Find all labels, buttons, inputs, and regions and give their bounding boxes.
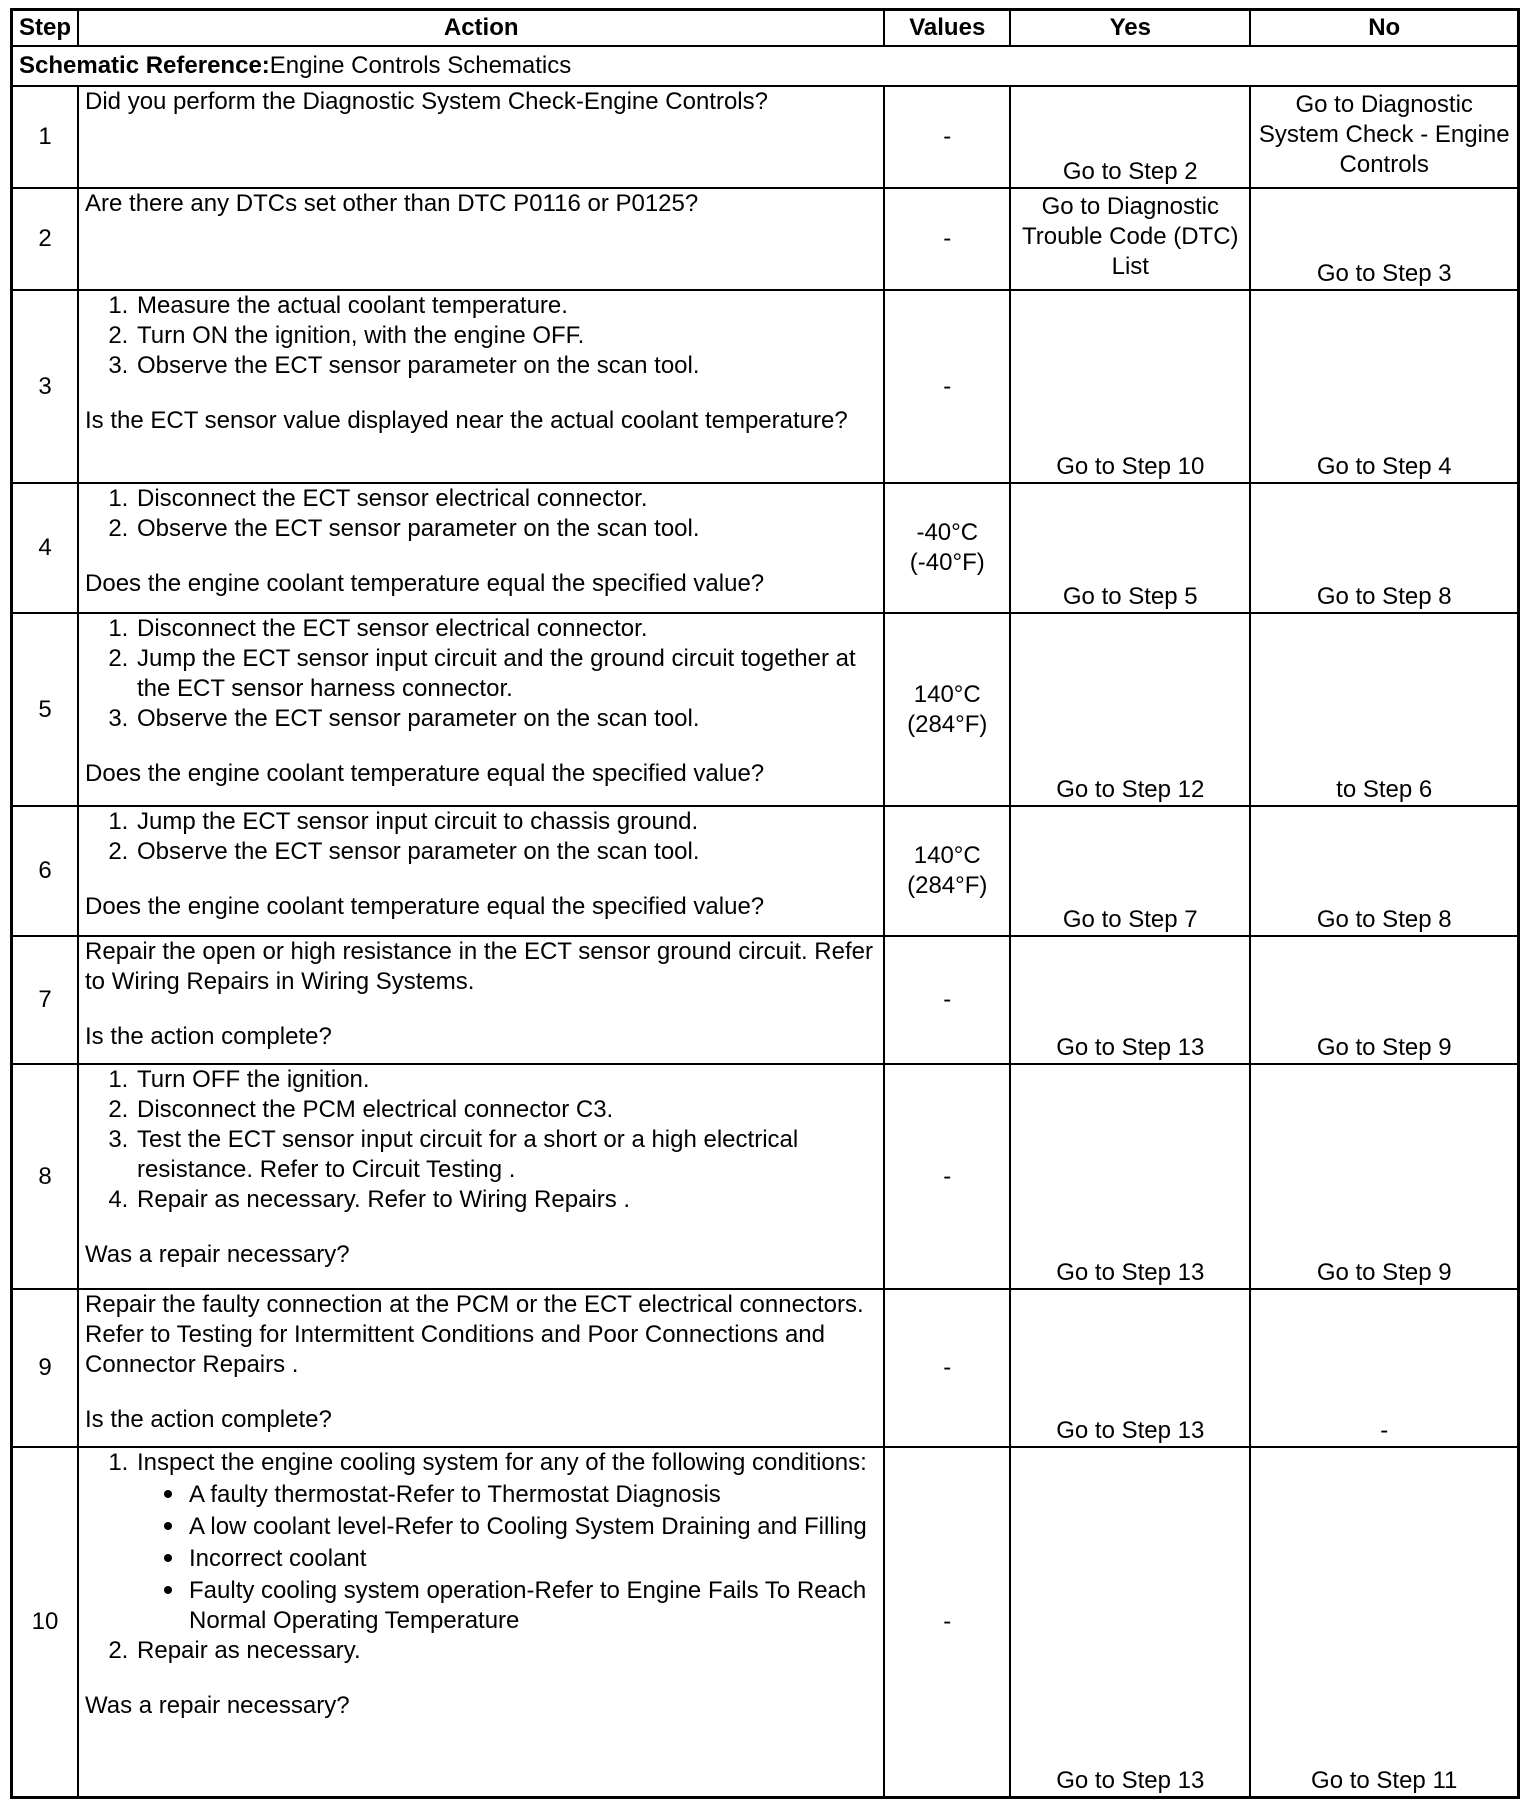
no-link[interactable]: Go to Diagnostic System Check - Engine Controls (1250, 86, 1518, 188)
list-item: 2. Jump the ECT sensor input circuit and the ground circuit together at the ECT sensor harness connector. (135, 644, 877, 704)
list-item: 2. Observe the ECT sensor parameter on the scan tool. (135, 837, 877, 867)
procedure-list (85, 614, 877, 734)
step-number: 9 (12, 1289, 79, 1447)
procedure-list (85, 291, 877, 381)
action-text: Did you perform the Diagnostic System Check-Engine Controls? (85, 88, 768, 115)
header-yes: Yes (1010, 10, 1250, 47)
question-text: Is the ECT sensor value displayed near the actual coolant temperature? (85, 407, 848, 434)
table-row (12, 1289, 1519, 1447)
question-text: Was a repair necessary? (85, 1241, 350, 1268)
table-row (12, 86, 1519, 188)
value-cell: - (884, 290, 1010, 483)
value-cell: - (884, 188, 1010, 290)
schematic-link[interactable]: Engine Controls Schematics (269, 52, 572, 79)
value-fahrenheit: (284°F) (907, 710, 988, 738)
schematic-row (12, 46, 1519, 86)
action-cell (78, 1447, 884, 1797)
value-cell: - (884, 86, 1010, 188)
yes-link[interactable]: Go to Step 10 (1010, 290, 1250, 483)
procedure-list (85, 1448, 877, 1666)
table-row (12, 806, 1519, 936)
yes-link[interactable]: Go to Step 13 (1010, 1289, 1250, 1447)
condition-item: • Faulty cooling system operation-Refer to Engine Fails To Reach Normal Operating Temperature (187, 1574, 877, 1636)
yes-link[interactable]: Go to Diagnostic Trouble Code (DTC) List (1010, 188, 1250, 290)
action-cell (78, 936, 884, 1064)
no-link[interactable]: to Step 6 (1250, 613, 1518, 806)
value-celsius: 140°C (913, 842, 981, 869)
table-row (12, 188, 1519, 290)
no-link[interactable]: Go to Step 11 (1250, 1447, 1518, 1797)
list-item: 2. Turn ON the ignition, with the engine OFF. (135, 321, 877, 351)
action-cell (78, 290, 884, 483)
value-fahrenheit: (-40°F) (909, 549, 985, 576)
yes-link[interactable]: Go to Step 5 (1010, 483, 1250, 613)
no-link[interactable]: Go to Step 8 (1250, 483, 1518, 613)
question-text: Does the engine coolant temperature equal the specified value? (85, 570, 765, 597)
value-celsius: -40°C (916, 519, 979, 546)
header-step: Step (12, 10, 79, 47)
step-number: 5 (12, 613, 79, 806)
condition-item: • Incorrect coolant (187, 1542, 877, 1574)
question-text: Was a repair necessary? (85, 1692, 350, 1719)
yes-link[interactable]: Go to Step 2 (1010, 86, 1250, 188)
action-cell (78, 86, 884, 188)
action-cell (78, 188, 884, 290)
value-cell: - (884, 1447, 1010, 1797)
procedure-list (85, 484, 877, 544)
condition-item: • A faulty thermostat-Refer to Thermostat Diagnosis (187, 1478, 877, 1510)
action-cell (78, 483, 884, 613)
step-number: 7 (12, 936, 79, 1064)
procedure-list (85, 807, 877, 867)
list-item: 2. Observe the ECT sensor parameter on the scan tool. (135, 514, 877, 544)
condition-list (137, 1478, 877, 1636)
step-number: 3 (12, 290, 79, 483)
step-number: 10 (12, 1447, 79, 1797)
action-cell (78, 1289, 884, 1447)
list-item: 4. Repair as necessary. Refer to Wiring Repairs . (135, 1185, 877, 1215)
schematic-reference (12, 46, 1519, 86)
no-link[interactable]: Go to Step 8 (1250, 806, 1518, 936)
list-item: 3. Observe the ECT sensor parameter on the scan tool. (135, 351, 877, 381)
no-link[interactable]: Go to Step 9 (1250, 1064, 1518, 1289)
yes-link[interactable]: Go to Step 12 (1010, 613, 1250, 806)
no-link[interactable]: Go to Step 3 (1250, 188, 1518, 290)
step-number: 6 (12, 806, 79, 936)
yes-link[interactable]: Go to Step 7 (1010, 806, 1250, 936)
header-no: No (1250, 10, 1518, 47)
value-cell: - (884, 1289, 1010, 1447)
table-row (12, 1447, 1519, 1797)
question-text: Is the action complete? (85, 1406, 332, 1433)
header-action: Action (78, 10, 884, 47)
question-text: Does the engine coolant temperature equal the specified value? (85, 760, 765, 787)
yes-link[interactable]: Go to Step 13 (1010, 1064, 1250, 1289)
value-cell (884, 806, 1010, 936)
step-number: 8 (12, 1064, 79, 1289)
yes-link[interactable]: Go to Step 13 (1010, 1447, 1250, 1797)
table-row (12, 613, 1519, 806)
step-number: 1 (12, 86, 79, 188)
action-cell (78, 613, 884, 806)
value-cell: - (884, 936, 1010, 1064)
question-text: Is the action complete? (85, 1023, 332, 1050)
action-text: Are there any DTCs set other than DTC P0116 or P0125? (85, 190, 699, 217)
value-cell: - (884, 1064, 1010, 1289)
list-item: 2. Repair as necessary. (135, 1636, 877, 1666)
schematic-label: Schematic Reference: (19, 52, 270, 79)
step-number: 4 (12, 483, 79, 613)
list-item-text: Inspect the engine cooling system for any of the following conditions: (137, 1449, 867, 1476)
step-number: 2 (12, 188, 79, 290)
list-item: 1. Disconnect the ECT sensor electrical connector. (135, 484, 877, 514)
yes-link[interactable]: Go to Step 13 (1010, 936, 1250, 1064)
value-cell (884, 483, 1010, 613)
action-cell (78, 1064, 884, 1289)
procedure-list (85, 1065, 877, 1215)
no-value: - (1250, 1289, 1518, 1447)
no-link[interactable]: Go to Step 9 (1250, 936, 1518, 1064)
list-item: 1. Measure the actual coolant temperature. (135, 291, 877, 321)
list-item: 1. Turn OFF the ignition. (135, 1065, 877, 1095)
list-item: 2. Disconnect the PCM electrical connector C3. (135, 1095, 877, 1125)
list-item: 1. Jump the ECT sensor input circuit to chassis ground. (135, 807, 877, 837)
table-row (12, 483, 1519, 613)
list-item: 3. Observe the ECT sensor parameter on the scan tool. (135, 704, 877, 734)
question-text: Does the engine coolant temperature equal the specified value? (85, 893, 765, 920)
no-link[interactable]: Go to Step 4 (1250, 290, 1518, 483)
header-row (12, 10, 1519, 47)
action-text: Repair the faulty connection at the PCM or the ECT electrical connectors. Refer to Testing for Intermittent Conditions and Poor Connections and Connector Repairs . (85, 1291, 864, 1378)
table-row (12, 290, 1519, 483)
condition-item: • A low coolant level-Refer to Cooling System Draining and Filling (187, 1510, 877, 1542)
list-item (135, 1448, 877, 1636)
value-cell (884, 613, 1010, 806)
list-item: 1. Disconnect the ECT sensor electrical connector. (135, 614, 877, 644)
list-item: 3. Test the ECT sensor input circuit for a short or a high electrical resistance. Refer to Circuit Testing . (135, 1125, 877, 1185)
header-values: Values (884, 10, 1010, 47)
action-text: Repair the open or high resistance in the ECT sensor ground circuit. Refer to Wiring Repairs in Wiring Systems. (85, 938, 873, 995)
diagnostic-table (10, 8, 1520, 1799)
action-cell (78, 806, 884, 936)
value-fahrenheit: (284°F) (907, 872, 988, 899)
table-row (12, 936, 1519, 1064)
value-celsius: 140°C (913, 680, 981, 708)
table-row (12, 1064, 1519, 1289)
